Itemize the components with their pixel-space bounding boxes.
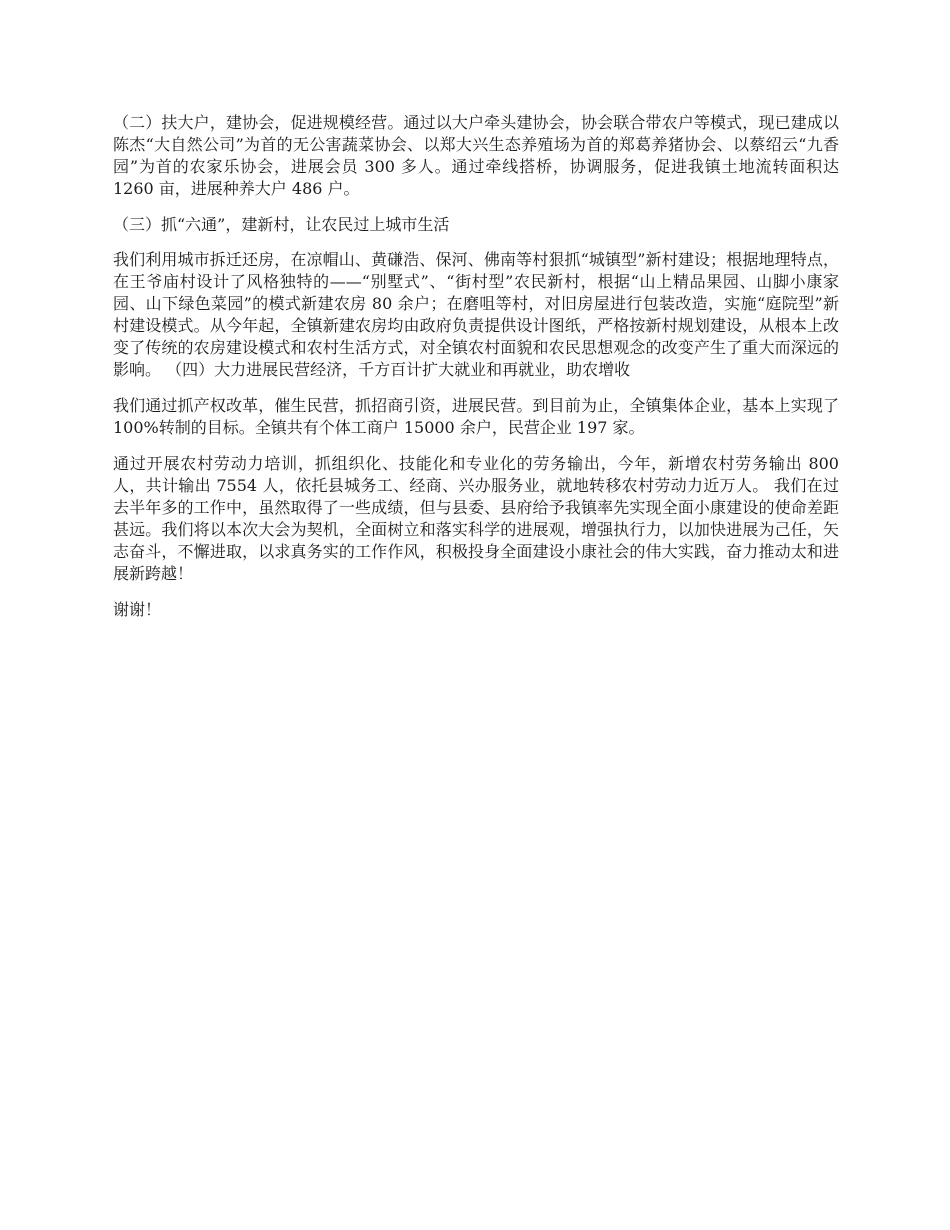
section-heading-six-connections: （三）抓“六通”，建新村，让农民过上城市生活 (113, 215, 450, 234)
paragraph-expand-large-households: （二）扶大户，建协会，促进规模经营。通过以大户牵头建协会，协会联合带农户等模式，现已建成以陈杰“大自然公司”为首的无公害蔬菜协会、以郑大兴生态养殖场为首的郑葛养猪协会、以蔡绍云“九香园”为首的农家乐协会，进展会员 300 多人。通过牵线搭桥，协调服务，促进我镇土地流转面积达 1260 亩，进展种养大户 486 户。 (113, 113, 839, 198)
paragraph-private-economy: 我们通过抓产权改革，催生民营，抓招商引资，进展民营。到目前为止，全镇集体企业，基本上实现了 100%转制的目标。全镇共有个体工商户 15000 余户，民营企业 197 家。 (113, 396, 839, 437)
closing-thanks: 谢谢！ (113, 600, 162, 619)
document-body (113, 112, 839, 635)
paragraph-labor-export-and-conclusion: 通过开展农村劳动力培训，抓组织化、技能化和专业化的劳务输出，今年，新增农村劳务输出 800 人，共计输出 7554 人，依托县城务工、经商、兴办服务业，就地转移农村劳动力近万人。 我们在过去半年多的工作中，虽然取得了一些成绩，但与县委、县府给予我镇率先实现全面小康建设的使命差距甚远。我们将以本次大会为契机，全面树立和落实科学的进展观，增强执行力，以加快进展为己任，矢志奋斗，不懈进取，以求真务实的工作作风，积极投身全面建设小康社会的伟大实践，奋力推动太和进展新跨越！ (113, 454, 839, 583)
paragraph-new-village-construction: 我们利用城市拆迁还房，在凉帽山、黄磏浩、保河、佛南等村狠抓“城镇型”新村建设；根据地理特点，在王爷庙村设计了风格独特的——“别墅式”、“街村型”农民新村，根据“山上精品果园、山脚小康家园、山下绿色菜园”的模式新建农房 80 余户；在磨咀等村，对旧房屋进行包装改造，实施“庭院型”新村建设模式。从今年起，全镇新建农房均由政府负责提供设计图纸，严格按新村规划建设，从根本上改变了传统的农房建设模式和农村生活方式，对全镇农村面貌和农民思想观念的改变产生了重大而深远的影响。 （四）大力进展民营经济，千方百计扩大就业和再就业，助农增收 (113, 250, 839, 379)
